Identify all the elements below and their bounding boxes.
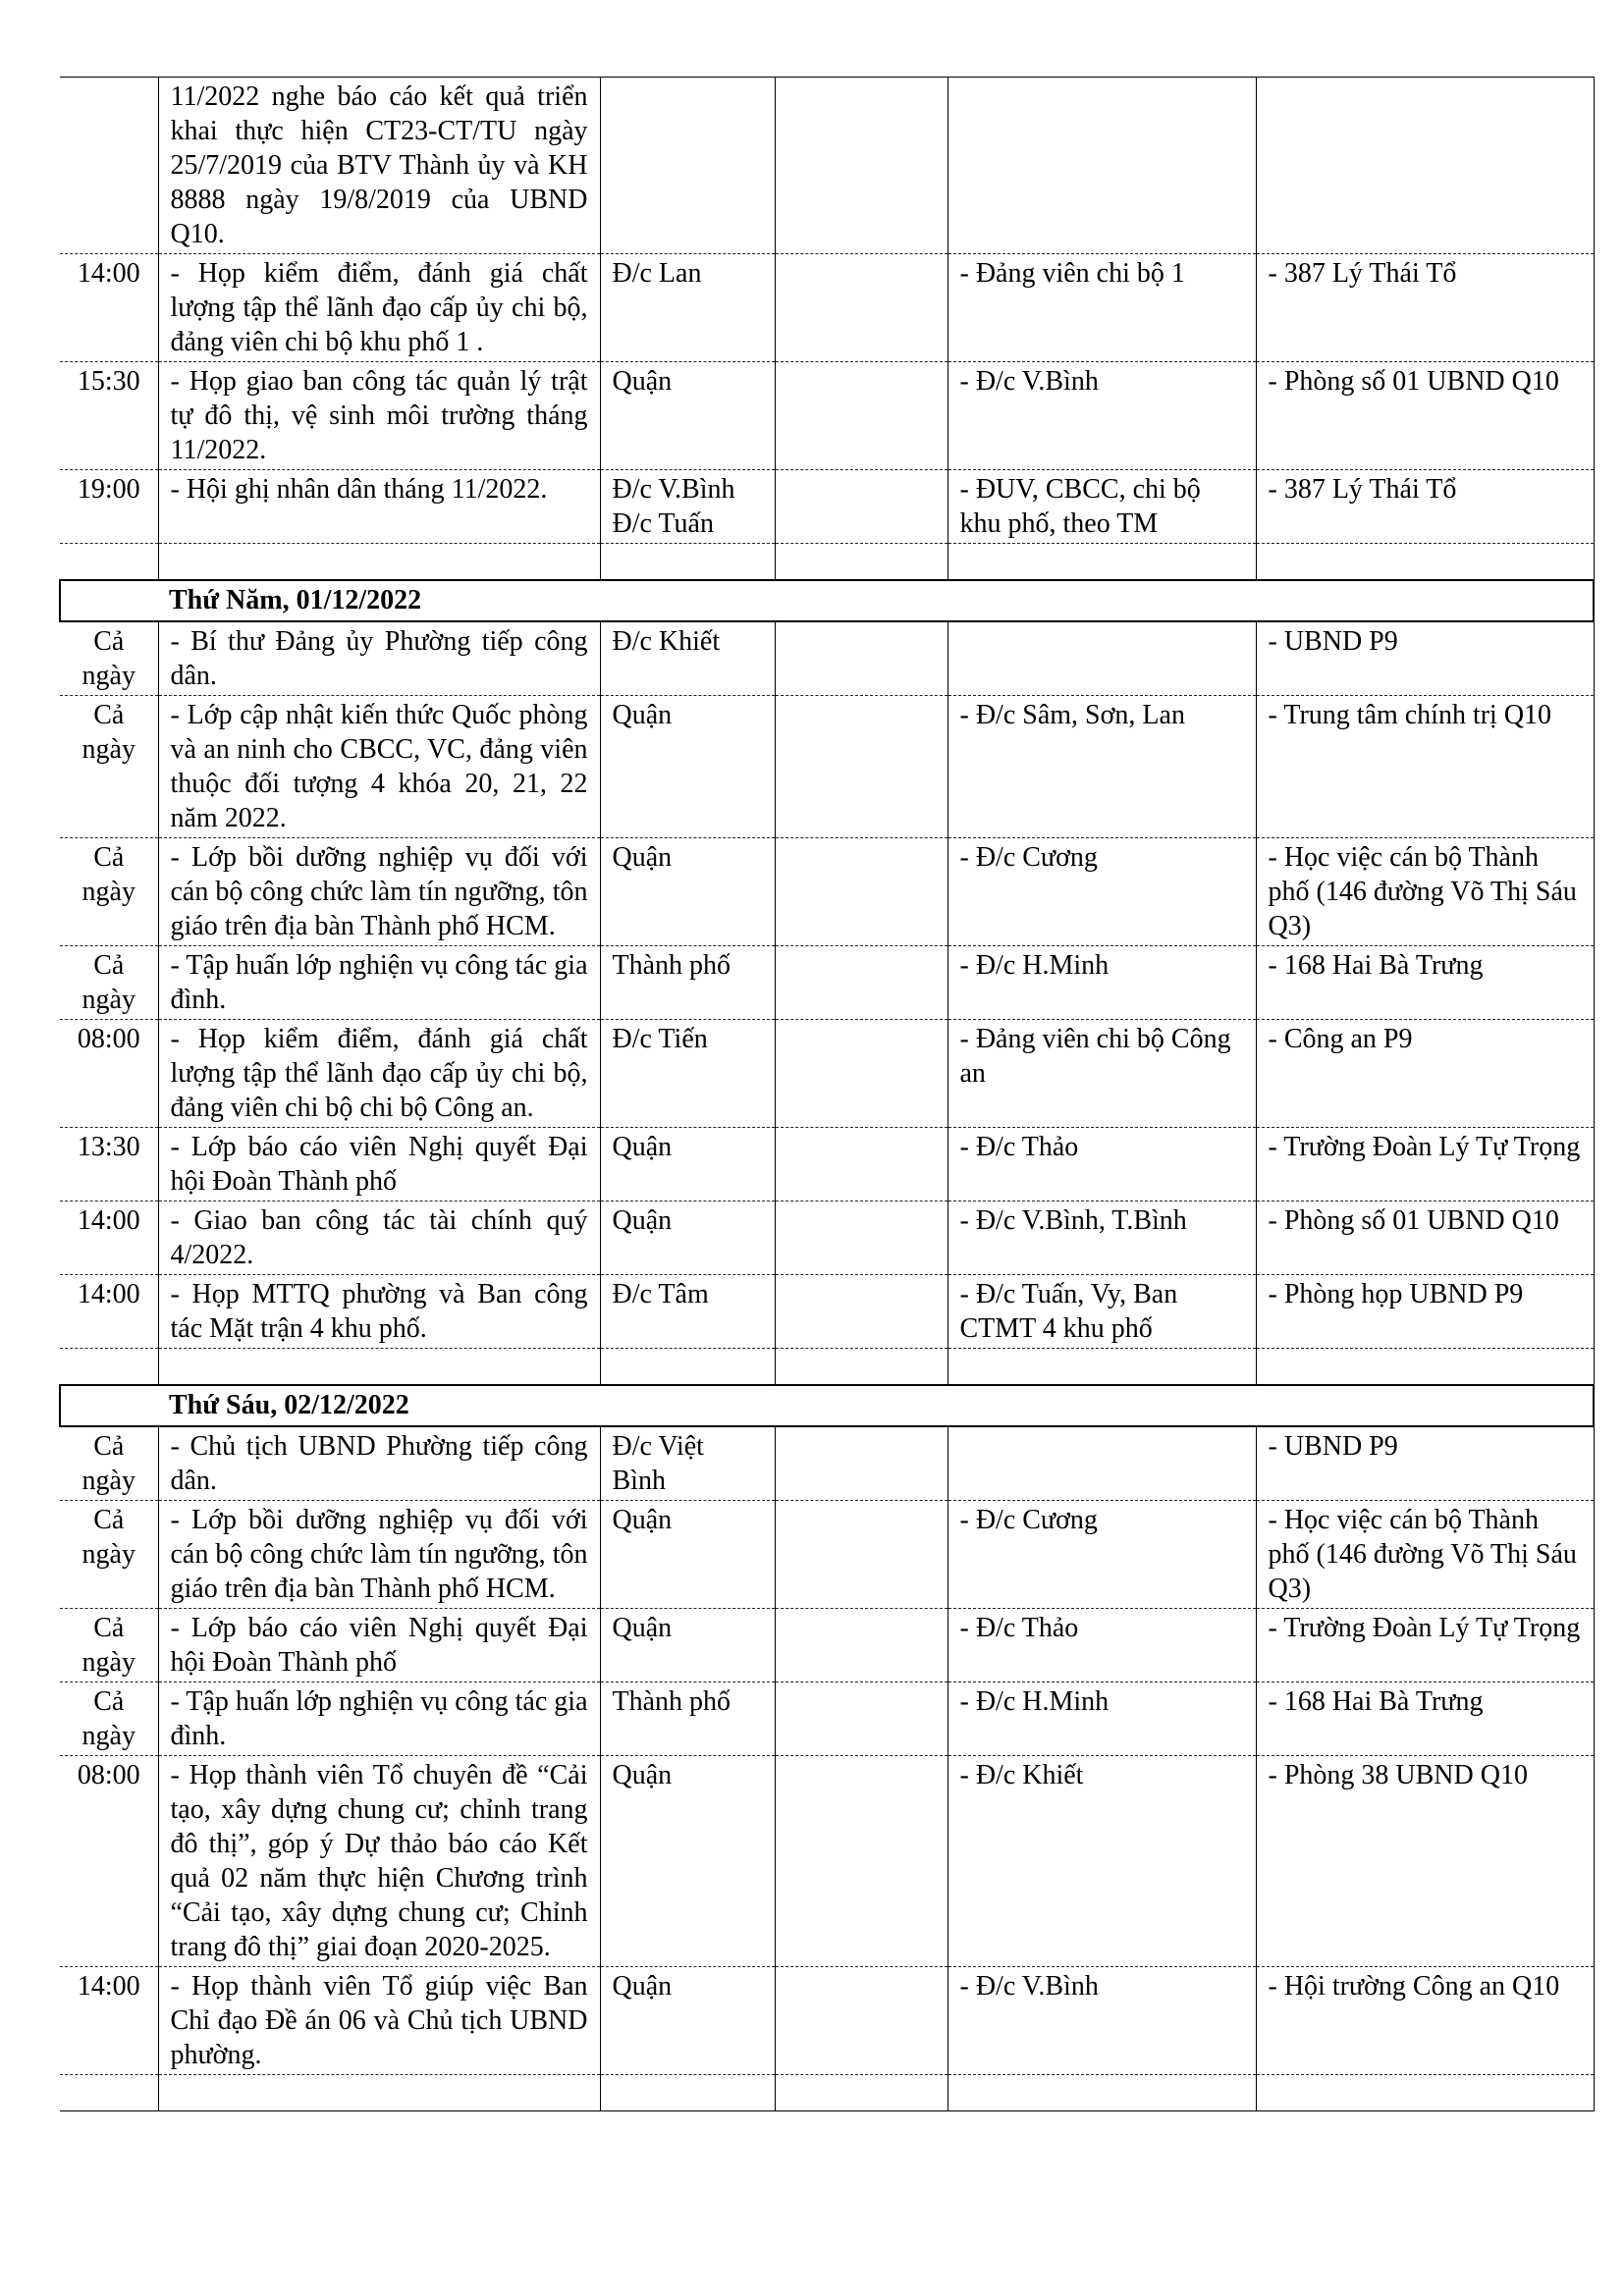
table-row: [60, 1128, 1594, 1201]
cell-participants: - Đ/c Thảo: [947, 1609, 1256, 1682]
table-row: [60, 1501, 1594, 1609]
empty-cell: [60, 1349, 158, 1386]
cell-time: Cả ngày: [60, 838, 158, 946]
cell-prepare: [775, 1756, 947, 1967]
cell-content: - Hội ghị nhân dân tháng 11/2022.: [158, 470, 600, 544]
cell-location: - Phòng số 01 UBND Q10: [1256, 1201, 1594, 1275]
empty-cell: [1256, 544, 1594, 581]
table-row: [60, 1201, 1594, 1275]
cell-prepare: [775, 1501, 947, 1609]
cell-chair: Quận: [600, 1128, 775, 1201]
cell-prepare: [775, 362, 947, 470]
cell-time: 14:00: [60, 1967, 158, 2075]
cell-participants: - Đ/c Cương: [947, 1501, 1256, 1609]
day-title: Thứ Năm, 01/12/2022: [60, 580, 1594, 621]
cell-content: - Lớp bồi dưỡng nghiệp vụ đối với cán bộ công chức làm tín ngưỡng, tôn giáo trên địa bàn Thành phố HCM.: [158, 1501, 600, 1609]
cell-prepare: [775, 946, 947, 1020]
cell-participants: - Đ/c Tuấn, Vy, Ban CTMT 4 khu phố: [947, 1275, 1256, 1349]
cell-chair: Thành phố: [600, 1682, 775, 1756]
table-row: [60, 946, 1594, 1020]
cell-content: - Tập huấn lớp nghiện vụ công tác gia đình.: [158, 1682, 600, 1756]
table-row: [60, 1275, 1594, 1349]
cell-time: Cả ngày: [60, 1609, 158, 1682]
table-row: [60, 1609, 1594, 1682]
cell-participants: [947, 621, 1256, 696]
cell-location: - Trung tâm chính trị Q10: [1256, 696, 1594, 838]
cell-location: - Công an P9: [1256, 1020, 1594, 1128]
cell-chair: Đ/c V.Bình Đ/c Tuấn: [600, 470, 775, 544]
empty-cell: [60, 2075, 158, 2111]
table-row: [60, 1426, 1594, 1501]
cell-location: - Phòng họp UBND P9: [1256, 1275, 1594, 1349]
cell-time: 08:00: [60, 1020, 158, 1128]
table-row: [60, 254, 1594, 362]
empty-cell: [158, 544, 600, 581]
cell-prepare: [775, 621, 947, 696]
cell-location: - 168 Hai Bà Trưng: [1256, 1682, 1594, 1756]
cell-chair: Quận: [600, 362, 775, 470]
cell-participants: [947, 1426, 1256, 1501]
cell-prepare: [775, 1275, 947, 1349]
cell-prepare: [775, 1609, 947, 1682]
spacer-row: [60, 1349, 1594, 1386]
cell-time: 14:00: [60, 1201, 158, 1275]
cell-content: - Tập huấn lớp nghiện vụ công tác gia đình.: [158, 946, 600, 1020]
cell-time: 14:00: [60, 1275, 158, 1349]
cell-time: Cả ngày: [60, 1501, 158, 1609]
cell-participants: - Đảng viên chi bộ 1: [947, 254, 1256, 362]
cell-content: - Họp thành viên Tổ giúp việc Ban Chỉ đạo Đề án 06 và Chủ tịch UBND phường.: [158, 1967, 600, 2075]
cell-prepare: [775, 1128, 947, 1201]
spacer-row: [60, 2075, 1594, 2111]
cell-chair: [600, 78, 775, 254]
cell-prepare: [775, 1201, 947, 1275]
cell-content: - Lớp báo cáo viên Nghị quyết Đại hội Đoàn Thành phố: [158, 1128, 600, 1201]
empty-cell: [600, 544, 775, 581]
cell-content: - Lớp cập nhật kiến thức Quốc phòng và an ninh cho CBCC, VC, đảng viên thuộc đối tượng 4 khóa 20, 21, 22 năm 2022.: [158, 696, 600, 838]
day-header-row: [60, 580, 1594, 621]
cell-location: - Học việc cán bộ Thành phố (146 đường Võ Thị Sáu Q3): [1256, 838, 1594, 946]
day-header-row: [60, 1385, 1594, 1426]
table-row: [60, 696, 1594, 838]
cell-chair: Quận: [600, 1609, 775, 1682]
empty-cell: [1256, 2075, 1594, 2111]
cell-prepare: [775, 254, 947, 362]
empty-cell: [600, 2075, 775, 2111]
cell-time: Cả ngày: [60, 621, 158, 696]
cell-chair: Đ/c Khiết: [600, 621, 775, 696]
cell-time: 08:00: [60, 1756, 158, 1967]
cell-location: - Phòng 38 UBND Q10: [1256, 1756, 1594, 1967]
cell-prepare: [775, 1426, 947, 1501]
cell-content: - Họp giao ban công tác quản lý trật tự đô thị, vệ sinh môi trường tháng 11/2022.: [158, 362, 600, 470]
cell-participants: - Đ/c V.Bình: [947, 1967, 1256, 2075]
cell-location: - 168 Hai Bà Trưng: [1256, 946, 1594, 1020]
empty-cell: [775, 2075, 947, 2111]
cell-prepare: [775, 1967, 947, 2075]
spacer-row: [60, 544, 1594, 581]
cell-participants: - Đ/c H.Minh: [947, 1682, 1256, 1756]
table-row: [60, 1020, 1594, 1128]
empty-cell: [158, 2075, 600, 2111]
cell-participants: - Đ/c H.Minh: [947, 946, 1256, 1020]
cell-prepare: [775, 78, 947, 254]
schedule-table: [59, 77, 1595, 2111]
empty-cell: [775, 544, 947, 581]
cell-chair: Đ/c Lan: [600, 254, 775, 362]
table-row: [60, 78, 1594, 254]
cell-content: - Họp thành viên Tổ chuyên đề “Cải tạo, xây dựng chung cư; chỉnh trang đô thị”, góp ý Dự thảo báo cáo Kết quả 02 năm thực hiện Chương trình “Cải tạo, xây dựng chung cư; Chỉnh trang đô thị” giai đoạn 2020-2025.: [158, 1756, 600, 1967]
cell-chair: Đ/c Tâm: [600, 1275, 775, 1349]
cell-chair: Đ/c Việt Bình: [600, 1426, 775, 1501]
empty-cell: [60, 544, 158, 581]
cell-location: - Trường Đoàn Lý Tự Trọng: [1256, 1128, 1594, 1201]
cell-chair: Quận: [600, 838, 775, 946]
cell-content: 11/2022 nghe báo cáo kết quả triển khai thực hiện CT23-CT/TU ngày 25/7/2019 của BTV Thành ủy và KH 8888 ngày 19/8/2019 của UBND Q10.: [158, 78, 600, 254]
cell-time: 19:00: [60, 470, 158, 544]
cell-time: Cả ngày: [60, 946, 158, 1020]
cell-participants: - Đ/c Khiết: [947, 1756, 1256, 1967]
cell-prepare: [775, 838, 947, 946]
cell-content: - Bí thư Đảng ủy Phường tiếp công dân.: [158, 621, 600, 696]
cell-location: - Học việc cán bộ Thành phố (146 đường Võ Thị Sáu Q3): [1256, 1501, 1594, 1609]
cell-content: - Chủ tịch UBND Phường tiếp công dân.: [158, 1426, 600, 1501]
cell-time: 15:30: [60, 362, 158, 470]
table-row: [60, 1967, 1594, 2075]
cell-location: - 387 Lý Thái Tổ: [1256, 254, 1594, 362]
cell-time: 13:30: [60, 1128, 158, 1201]
empty-cell: [947, 1349, 1256, 1386]
cell-participants: - Đ/c V.Bình: [947, 362, 1256, 470]
cell-content: - Lớp bồi dưỡng nghiệp vụ đối với cán bộ công chức làm tín ngưỡng, tôn giáo trên địa bàn Thành phố HCM.: [158, 838, 600, 946]
cell-content: - Lớp báo cáo viên Nghị quyết Đại hội Đoàn Thành phố: [158, 1609, 600, 1682]
cell-location: [1256, 78, 1594, 254]
empty-cell: [1256, 1349, 1594, 1386]
cell-location: - Trường Đoàn Lý Tự Trọng: [1256, 1609, 1594, 1682]
cell-time: 14:00: [60, 254, 158, 362]
cell-content: - Họp kiểm điểm, đánh giá chất lượng tập thể lãnh đạo cấp ủy chi bộ, đảng viên chi bộ khu phố 1 .: [158, 254, 600, 362]
cell-chair: Thành phố: [600, 946, 775, 1020]
empty-cell: [158, 1349, 600, 1386]
cell-chair: Quận: [600, 1201, 775, 1275]
cell-participants: [947, 78, 1256, 254]
table-row: [60, 621, 1594, 696]
cell-time: Cả ngày: [60, 1682, 158, 1756]
table-row: [60, 1682, 1594, 1756]
empty-cell: [947, 2075, 1256, 2111]
cell-content: - Họp kiểm điểm, đánh giá chất lượng tập thể lãnh đạo cấp ủy chi bộ, đảng viên chi bộ chi bộ Công an.: [158, 1020, 600, 1128]
cell-content: - Họp MTTQ phường và Ban công tác Mặt trận 4 khu phố.: [158, 1275, 600, 1349]
table-row: [60, 470, 1594, 544]
cell-location: - 387 Lý Thái Tổ: [1256, 470, 1594, 544]
cell-participants: - Đ/c Thảo: [947, 1128, 1256, 1201]
cell-location: - UBND P9: [1256, 1426, 1594, 1501]
cell-time: Cả ngày: [60, 1426, 158, 1501]
day-title: Thứ Sáu, 02/12/2022: [60, 1385, 1594, 1426]
cell-chair: Quận: [600, 1756, 775, 1967]
table-row: [60, 838, 1594, 946]
cell-participants: - ĐUV, CBCC, chi bộ khu phố, theo TM: [947, 470, 1256, 544]
cell-time: Cả ngày: [60, 696, 158, 838]
cell-content: - Giao ban công tác tài chính quý 4/2022.: [158, 1201, 600, 1275]
cell-location: - Phòng số 01 UBND Q10: [1256, 362, 1594, 470]
cell-participants: - Đ/c Sâm, Sơn, Lan: [947, 696, 1256, 838]
cell-chair: Quận: [600, 1501, 775, 1609]
table-row: [60, 362, 1594, 470]
cell-prepare: [775, 1682, 947, 1756]
cell-location: - Hội trường Công an Q10: [1256, 1967, 1594, 2075]
cell-participants: - Đ/c V.Bình, T.Bình: [947, 1201, 1256, 1275]
schedule-table-body: [60, 78, 1594, 2111]
cell-prepare: [775, 1020, 947, 1128]
schedule-sheet: [59, 77, 1593, 2111]
cell-prepare: [775, 696, 947, 838]
table-row: [60, 1756, 1594, 1967]
cell-participants: - Đ/c Cương: [947, 838, 1256, 946]
cell-chair: Quận: [600, 696, 775, 838]
cell-participants: - Đảng viên chi bộ Công an: [947, 1020, 1256, 1128]
cell-prepare: [775, 470, 947, 544]
empty-cell: [947, 544, 1256, 581]
empty-cell: [775, 1349, 947, 1386]
empty-cell: [600, 1349, 775, 1386]
cell-chair: Đ/c Tiến: [600, 1020, 775, 1128]
cell-location: - UBND P9: [1256, 621, 1594, 696]
cell-time: [60, 78, 158, 254]
cell-chair: Quận: [600, 1967, 775, 2075]
